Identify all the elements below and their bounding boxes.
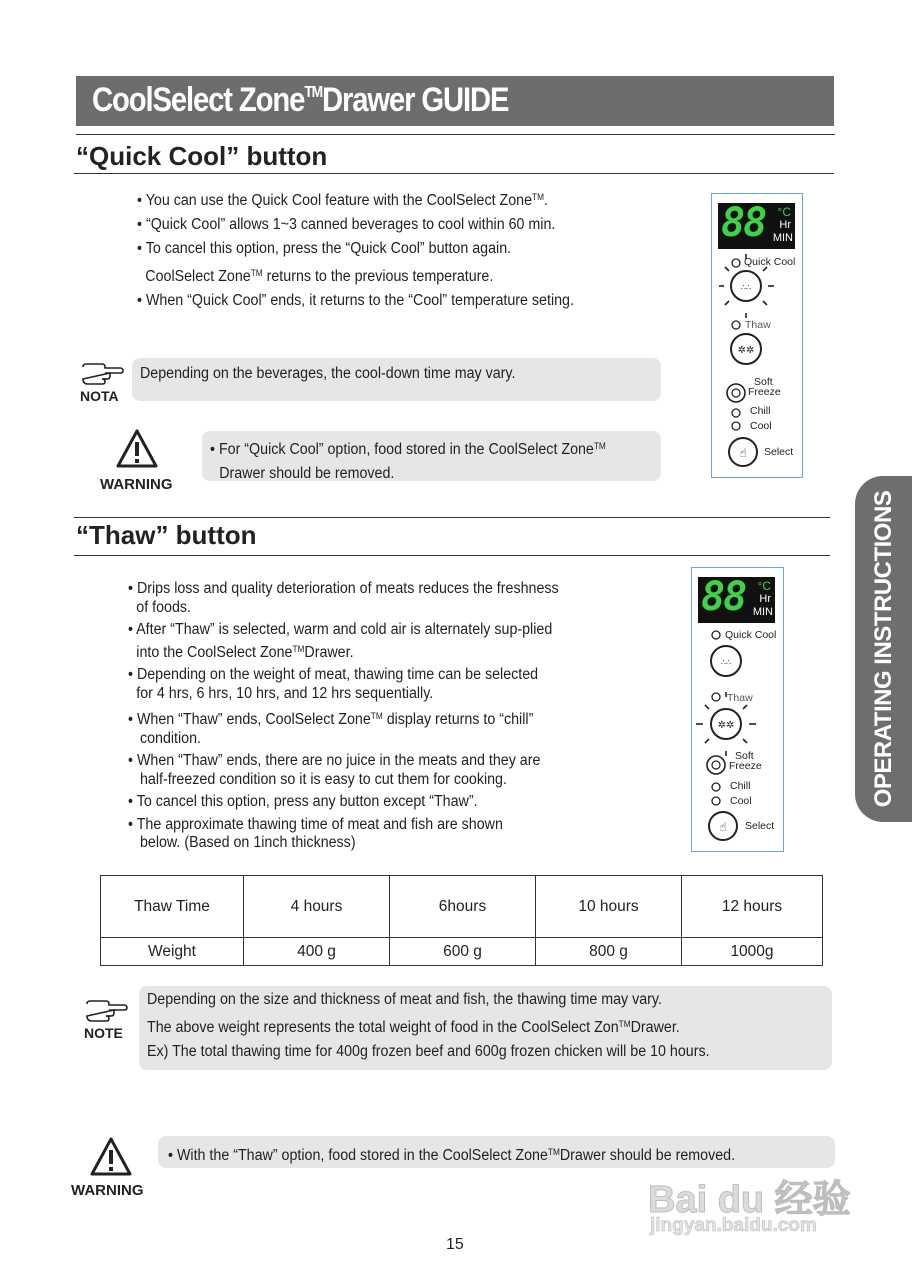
table-cell: Thaw Time — [101, 876, 244, 938]
thaw-bullets — [128, 580, 559, 857]
warning-label: WARNING — [100, 476, 173, 493]
warning-text: • For “Quick Cool” option, food stored in the CoolSelect Zone™ Drawer should be removed. — [210, 441, 606, 482]
note-label: NOTE — [84, 1025, 123, 1041]
panel-buttons-graphic — [692, 568, 783, 851]
panel-quick-cool-label: Quick Cool — [744, 256, 796, 268]
title-banner — [76, 76, 834, 126]
table-cell: 1000g — [682, 938, 823, 966]
table-cell: 12 hours — [682, 876, 823, 938]
note-box — [139, 986, 832, 1070]
nota-label: NOTA — [80, 388, 119, 404]
page-number: 15 — [446, 1236, 464, 1253]
panel-thaw-label: Thaw — [745, 319, 771, 331]
side-tab-label: OPERATING INSTRUCTIONS — [869, 490, 897, 808]
title-rule — [76, 134, 835, 135]
table-cell: 800 g — [536, 938, 682, 966]
panel-chill-label: Chill — [750, 405, 771, 417]
list-item: • The approximate thawing time of meat and fish are shown below. (Based on 1inch thickness) — [128, 815, 503, 851]
note-text: Depending on the size and thickness of meat and fish, the thawing time may vary. The above weight represents the total weight of food in the CoolSelect Zon™Drawer. Ex) The total thawing time for 400g frozen beef and 600g frozen chicken will be 10 hours. — [147, 991, 710, 1060]
svg-text:✲✲: ✲✲ — [717, 720, 735, 731]
warning-icon — [115, 428, 159, 470]
control-panel-quick-cool — [711, 193, 803, 478]
display-unit-min: MIN — [772, 232, 793, 244]
panel-thaw-label: Thaw — [727, 692, 753, 704]
quick-cool-heading: “Quick Cool” button — [76, 141, 328, 171]
table-cell: 10 hours — [536, 876, 682, 938]
panel-select-label: Select — [745, 820, 775, 832]
display-digits: 88 — [701, 574, 746, 620]
list-item: • Depending on the weight of meat, thawing time can be selected for 4 hrs, 6 hrs, 10 hrs, and 12 hrs sequentially. — [128, 666, 539, 702]
warning-box — [202, 431, 661, 481]
table-cell: 6hours — [390, 876, 536, 938]
quick-cool-bullets — [137, 185, 574, 313]
table-cell: 4 hours — [244, 876, 390, 938]
svg-text:∴∴: ∴∴ — [740, 283, 752, 292]
bullet-text: • When “Quick Cool” ends, it returns to the “Cool” temperature seting. — [137, 292, 574, 309]
watermark-url: jingyan.baidu.com — [650, 1215, 817, 1236]
display-unit-c: °C — [757, 579, 771, 593]
panel-cool-label: Cool — [750, 420, 772, 432]
display-unit-c: °C — [777, 205, 791, 219]
panel-buttons-graphic — [712, 194, 802, 477]
hand-pointer-icon — [80, 361, 126, 387]
panel-chill-label: Chill — [730, 780, 751, 792]
table-cell: Weight — [101, 938, 244, 966]
side-tab — [855, 476, 912, 822]
bullet-text: • “Quick Cool” allows 1~3 canned beverages to cool within 60 min. — [137, 216, 556, 233]
svg-text:☝: ☝ — [719, 820, 727, 834]
panel-freeze-label: Freeze — [748, 386, 781, 398]
thaw-top-rule — [74, 517, 830, 518]
warning-box — [158, 1136, 835, 1168]
warning-icon — [89, 1136, 133, 1178]
list-item: • Drips loss and quality deterioration of meats reduces the freshness of foods. — [128, 580, 559, 616]
panel-soft-label: Soft — [754, 376, 773, 388]
watermark-logo: Bai du 经验 — [648, 1179, 851, 1221]
panel-quick-cool-label: Quick Cool — [725, 629, 777, 641]
panel-cool-label: Cool — [730, 795, 752, 807]
list-item: • After “Thaw” is selected, warm and cold air is alternately sup-plied into the CoolSelect Zone™Drawer. — [128, 621, 553, 661]
display-digits: 88 — [721, 200, 766, 246]
panel-freeze-label: Freeze — [729, 760, 762, 772]
control-panel-thaw — [691, 567, 784, 852]
thaw-rule — [74, 555, 830, 556]
table-row — [101, 938, 823, 966]
list-item: • To cancel this option, press any button except “Thaw”. — [128, 793, 478, 810]
warning-text: • With the “Thaw” option, food stored in the CoolSelect Zone™Drawer should be removed. — [168, 1147, 736, 1164]
nota-text: Depending on the beverages, the cool-down time may vary. — [140, 365, 516, 382]
quick-cool-rule — [74, 173, 834, 174]
svg-text:∴∴: ∴∴ — [720, 658, 732, 667]
display-unit-hr: Hr — [759, 593, 771, 605]
svg-text:☝: ☝ — [739, 446, 747, 460]
table-row — [101, 876, 823, 938]
warning-label: WARNING — [71, 1182, 144, 1199]
panel-soft-label: Soft — [735, 750, 754, 762]
thaw-heading: “Thaw” button — [76, 520, 257, 550]
bullet-text: • You can use the Quick Cool feature with the CoolSelect Zone™. — [137, 192, 548, 209]
display-unit-min: MIN — [752, 606, 773, 618]
svg-text:✲✲: ✲✲ — [737, 345, 755, 356]
list-item: • When “Thaw” ends, CoolSelect Zone™ display returns to “chill” condition. — [128, 711, 534, 747]
bullet-text: • To cancel this option, press the “Quick Cool” button again. — [137, 240, 512, 257]
nota-box — [132, 358, 661, 401]
bullet-text: CoolSelect Zone™ returns to the previous temperature. — [145, 268, 494, 285]
list-item: • When “Thaw” ends, there are no juice in the meats and they are half-freezed condition so it is easy to cut them for cooking. — [128, 752, 541, 788]
display-unit-hr: Hr — [779, 219, 791, 231]
panel-select-label: Select — [764, 446, 794, 458]
hand-pointer-icon — [84, 998, 130, 1024]
table-cell: 400 g — [244, 938, 390, 966]
page-title: CoolSelect Zone™Drawer GUIDE — [92, 81, 509, 119]
thaw-time-table — [100, 875, 823, 966]
table-cell: 600 g — [390, 938, 536, 966]
